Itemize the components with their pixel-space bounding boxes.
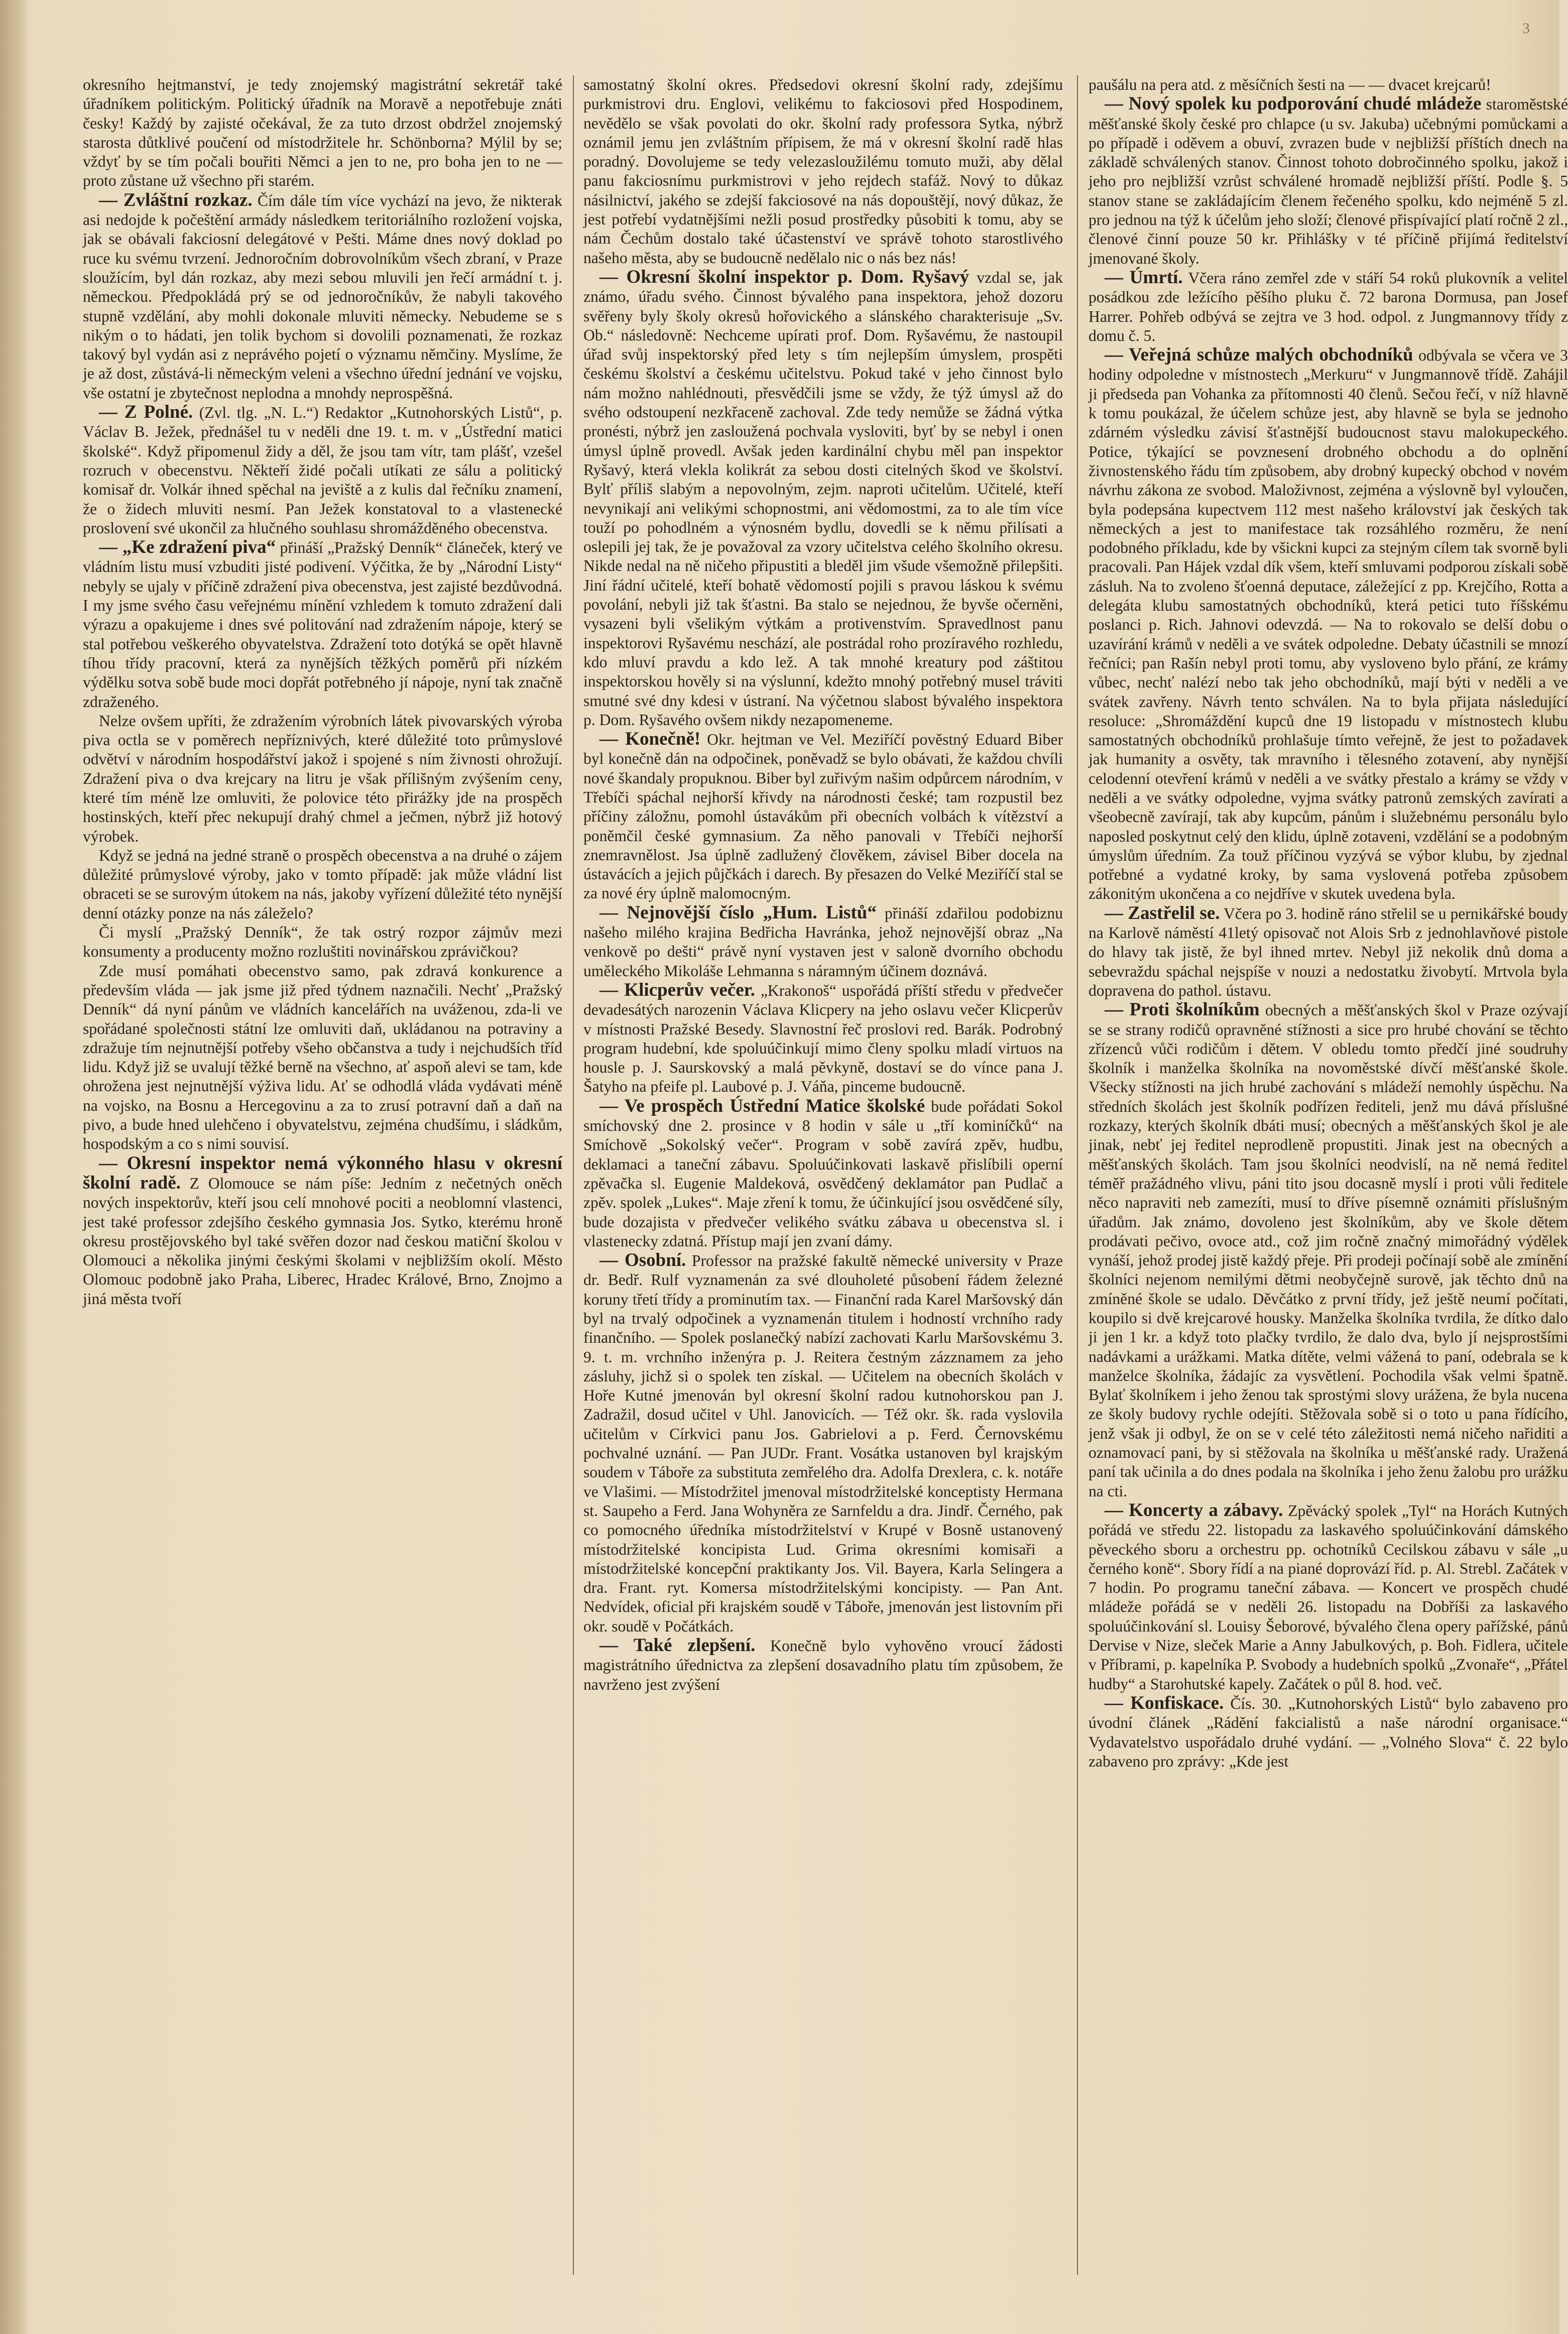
news-item-text: paušálu na pera atd. z měsíčních šesti na — — dvacet krejcarů! bbox=[1089, 76, 1491, 93]
news-item-text: Či myslí „Pražský Denník“, že tak ostrý rozpor zájmův mezi konsumenty a producenty možno rozluštiti novinářskou zprávičkou? bbox=[83, 923, 562, 961]
news-item-text: obecných a měšťanských škol v Praze ozývají se se strany rodičů opravněné stížnosti a sice pro hrubé chování se těchto zřízenců vůči rodičům i dětem. V obledu tomto předčí jiné soudruhy školník i manželka školníka na novoměstské dívčí měšťanské škole. Všecky stížnosti na jich hrubé zachování s mládeží nemohly úspěchu. Na středních školách jest školník podřízen řediteli, jenž mu dává příslušné rozkazy, kterých školník dbáti musí; obecných a měšťanských škol je ale jinak, nebť jej ředitel neprodleně propustiti. Jinak jest na obecných a měšťanských školách. Tam jsou školníci neodvislí, na ně nemá ředitel téměř pražádného vlivu, páni tito jsou docasně myslí i proti vůli ředitele něco napraviti neb zamezíti, musí to dříve písemně oznámiti příslušným úřadům. Jak známo, dovoleno jest školníkům, aby ve škole dětem prodávati pečivo, ovoce atd., což jim ročně značný mimořádný výdělek vynáší, jehož prodej jistě každý přeje. Při prodeji počínají sobě ale zmínění školníci nejenom nemilými dětmi neobyčejně surově, jak těchto dnů na zmíněné škole se udalo. Děvčátko z první třídy, jež ještě neumí počítati, koupilo si dvě krejcarové housky. Manželka školníka tvrdila, že dítko dalo ji jen 1 kr. a když toto plačky tvrdilo, že dalo dva, bylo jí nejsprostšími nadávkami a urážkami. Matka dítěte, velmi vážená to paní, odebrala se k manželce školníka, žádajíc za vysvětlení. Pochodila však velmi špatně. Bylať školníkem i jeho ženou tak sprostými slovy urážena, že byla nucena ze školy budovy rychle odejíti. Stěžovala sobě si o toto u pana řídícího, jenž však ji odbyl, že on se v celé této záležitosti nemá ničeho nařiditi a oznamovací pani, by si stěžovala na školníka u měšťanské rady. Uražená paní tak učinila a do dnes podala na školníka i jeho ženu žalobu pro urážku na cti. bbox=[1089, 1001, 1568, 1500]
news-item-headline: — Proti školníkům bbox=[1105, 999, 1260, 1020]
news-item-headline: — Veřejná schůze malých obchodníků bbox=[1105, 344, 1413, 366]
news-item bbox=[583, 1636, 1063, 1694]
news-item-text: Včera po 3. hodině ráno střelil se u pernikářské boudy na Karlově náměstí 41letý opisovač not Alois Srb z jednohlavňové pistole do hlavy tak jistě, že byl ihned mrtev. Nebyl již nekolik dnů doma a sebevraždu spáchal nejspíše v nouzi a nedostatku živobytí. Mrtvola byla dopravena do pathol. ústavu. bbox=[1089, 904, 1568, 999]
news-item bbox=[83, 403, 562, 538]
news-item-text: Professor na pražské fakultě německé university v Praze dr. Bedř. Rulf vyznamenán za své dlouholeté působení řádem železné koruny třetí třídy a prominutím tax. — Finanční rada Karel Maršovský dán byl na trvalý odpočinek a vyznamenán titulem i hodností vrchního rady finančního. — Spolek poslanečký nabízí zachovati Karlu Maršovskému 3. 9. t. m. vrchního inženýra p. J. Reitera čestným zázznamem za jeho zásluhy, jichž si o spolek ten získal. — Učitelem na obecních školách v Hoře Kutné jmenován byl okresní školní radou kutnohorskou pan J. Zadražil, dosud učitel v Uhl. Janovicích. — Též okr. šk. rada vyslovila učitelům v Církvici panu Jos. Gabrielovi a p. Ferd. Černovskému pochvalné uznání. — Pan JUDr. Frant. Vosátka ustanoven byl krajským soudem v Táboře za substituta zemřelého dra. Adolfa Drexlera, c. k. notáře ve Vlašimi. — Místodržitel jmenoval místodržitelské konceptisty Hermana st. Saupeho a Ferd. Jana Wohyněra ze Sarnfeldu a dra. Jindř. Černého, pak co pomocného úředníka místodržitelství v Krupé v Bosně ustanovený místodržitelské koncipista Lud. Grima okresními komisaři a místodržitelské koncepční praktikanty Jos. Vil. Bayera, Karla Selingera a dra. Frant. ryt. Komersa místodržitelskými koncipisty. — Pan Ant. Nedvídek, oficial při krajském soudě v Táboře, jmenován jest listovním při okr. soudě v Počátkách. bbox=[583, 1252, 1063, 1635]
news-item-text: staroměstské měšťanské školy české pro chlapce (u sv. Jakuba) učebnými pomůckami a po případě i oděvem a obuví, zvrazen bude v nejbližší příštích dnech na základě schválených stanov. Činnost tohoto dobročinného spolku, jakož i jeho pro nejbližší vzrůst schválené hromadě nejbližší příští. Podle §. 5 stanov stane se zakládajícím členem řečeného spolku, kdo nejméně 5 zl. pro jednou na týž k účelům jeho složí; členové přispívající platí ročně 2 zl., členové činní pouze 50 kr. Přihlášky v té příčině přijímá ředitelství jmenované školy. bbox=[1089, 95, 1568, 267]
binding-edge bbox=[0, 0, 29, 2334]
news-item-text: Konečně bylo vyhověno vroucí žádosti magistrátního úřednictva za zlepšení dosavadního platu tím způsobem, že navrženo jest zvýšení bbox=[583, 1637, 1063, 1693]
news-item bbox=[1089, 345, 1568, 904]
article-paragraph bbox=[83, 712, 562, 846]
news-item-text: Zde musí pomáhati obecenstvo samo, pak zdravá konkurence a především vláda — jak jsme již před týdnem naznačili. Nechť „Pražský Denník“ dá nyní pánům ve vládních kancelářích na uváženou, zda-li ve spořádané společnosti státní lze omluviti daň, ukládanou na potraviny a zdražuje tím nejnutnější potřeby všeho občanstva a tudy i nejchudších tříd lidu. Když již se uvalují těžké berně na všechno, ať aspoň alevi se tam, kde ohrožena jest nejnutnější výživa lidu. Ať se odhodlá vláda vydávati méně na vojsko, na Bosnu a Hercegovinu a za to zrusí potravní daň a daň na pivo, a bude hned ulehčeno i obyvatelstvu, zejména chudšímu, i sládkům, hospodským a co s nimi souvisí. bbox=[83, 962, 562, 1153]
news-item-headline: — Osobní. bbox=[599, 1250, 686, 1271]
news-item-headline: — Zastřelil se. bbox=[1105, 902, 1220, 923]
news-item bbox=[1089, 1000, 1568, 1501]
news-item-text: samostatný školní okres. Předsedovi okresní školní rady, zdejšímu purkmistrovi dru. Englovi, velikému to fakciosovi před Hospodinem, nevědělo se však povolati do okr. školní rady professora Sytka, nýbrž oznámil jemu jen zvláštním přípisem, že má v okresní školní radě hlas poradný. Dovolujeme se tedy velezasloužilému tomuto muži, aby dělal panu fakciosnímu purkmistrovi v jeho rejdech stafáž. Nový to důkaz násilnictví, jakého se zdejší fakciosové na nás dopouštějí, nový důkaz, že jest potřebí vydatnějšími nežli posud prostředky působiti k tomu, aby se nám Čechům dostalo také účastenství ve správě tohoto starostlivého našeho města, aby se budoucně nedělalo nic o nás bez nás! bbox=[583, 76, 1063, 267]
news-item-text: bude pořádati Sokol smíchovský dne 2. prosince v 8 hodin v sále u „tří kominíčků“ na Smíchově „Sokolský večer“. Program v sobě zavírá zpěv, hudbu, deklamaci a taneční zábavu. Spoluúčinkovati laskavě přislíbili operní zpěvačka sl. Eugenie Maldeková, osvědčený deklamátor pan Pudlač a zpěv. spolek „Lukes“. Maje zření k tomu, že účinkující jsou osvědčené síly, bude dozajista v předvečer velikého svátku zábava u obecenstva sl. i vlastenecky zdatná. Přístup mají jen zvaní dámy. bbox=[583, 1097, 1063, 1250]
news-item-headline: — Okresní inspektor nemá výkonného hlasu v okresní školní radě. bbox=[83, 1152, 562, 1193]
column-left bbox=[83, 75, 562, 2260]
article-paragraph bbox=[83, 75, 562, 191]
news-item bbox=[83, 538, 562, 712]
news-item-headline: — Z Polné. bbox=[99, 402, 193, 423]
news-item-headline: — Nejnovější číslo „Hum. Listů“ bbox=[599, 902, 877, 923]
column-middle bbox=[583, 75, 1063, 2260]
news-item bbox=[583, 268, 1063, 730]
news-item bbox=[583, 1251, 1063, 1636]
news-item bbox=[1089, 94, 1568, 268]
news-item-text: vzdal se, jak známo, úřadu svého. Činnost bývalého pana inspektora, jehož dozoru svěřeny byly školy okresů hořovického a slánského charakterisuje „Sv. Ob.“ následovně: Nechceme upírati prof. Dom. Ryšavému, že nastoupil úřad svůj inspektorský před lety s tím nejlepším úmyslem, prospěti českému školství a českému učitelstvu. Pokud také v jeho činnost bylo nám možno nahlédnouti, přesvědčili jsme se vždy, že týž úmysl až do svého odstoupení nezkřaceně zachoval. Zde tedy nemůže se žádná výtka pronésti, nýbrž jen zasloužená pochvala vysloviti, byť by se nebyl i onen úmysl úplně provedl. Avšak jeden kardinální chybu měl pan inspektor Ryšavý, která vlekla kolikrát za sebou dosti citelných škod ve školství. Bylť příliš slabým a nepovolným, zejm. naproti učitelům. Učitelé, kteří nevynikají ani velikými schopnostmi, ani vědomostmi, za to ale tím více touží po pohodlném a výnosném bydlu, dovedli se k němu přilísati a oslepili jej tak, že je považoval za vzory učitelstva celého školního okresu. Nikde nedal na ně ničeho připustiti a bleděl jim všude všemožně přilepšiti. Jiní řádní učitelé, kteří bohatě vědomostí pojili s pravou láskou k svému povolání, nebyli již tak šťastni. Ba stalo se nejednou, že byvše očerněni, vysazeni byli všelikým výtkám a protivenstvím. Spravedlnost panu inspektorovi Ryšavému neschází, ale postrádal roho prozíravého rozhledu, kdo mluví pravdu a kdo lež. A tak mnohé kreatury pod záštitou inspektorskou hověly si na výslunní, kdežto mnohý potřebný musel tráviti smutné své dny kdesi v ústraní. Na výčetnou slabost bývalého inspektora p. Dom. Ryšavého ovšem nikdy nezapomeneme. bbox=[583, 268, 1063, 729]
news-item-text: okresního hejtmanství, je tedy znojemský magistrátní sekretář také úřadníkem politickým. Politický úřadník na Moravě a nepotřebuje znáti česky! Každý by zajisté očekával, že za tuto drzost obdržel znojemský starosta důtklivé poučení od místodržitele hr. Schönborna? Mýlil by se; vždyť by se tím počali bouřiti Němci a jen to ne, pro boha jen to ne — proto zůstane už všechno při starém. bbox=[83, 76, 562, 190]
news-item-text: přináší „Pražský Denník“ článeček, který ve vládním listu musí vzbuditi jisté podivení. Výčitka, že by „Národní Listy“ nebyly se ujaly v příčině zdražení piva obecenstva, jest zajisté bezdůvodná. I my jsme svého času veřejnému mínění vzhledem k tomuto zdražení dali výrazu a opakujeme i dnes své politování nad zdražením nápoje, který se stal potřebou veškerého obyvatelstva. Zdražení toto dotýká se opět hlavně tíhou třídy pracovní, která za nynějších těžkých poměrů při nízkém výdělku sotva sobě bude moci dopřát potřebného jí nápoje, nyní tak značně zdraženého. bbox=[83, 539, 562, 711]
news-item-text: odbývala se včera ve 3 hodiny odpoledne v místnostech „Merkuru“ v Jungmannově třídě. Zahájil ji předseda pan Vohanka za přítomnosti 40 členů. Sečou řečí, v níž hlavně k tomu poukázal, že účelem schůze jest, aby hlavně se byla se jednoho zdárném výsledku závisí šťastnější budoucnost stavu malokupeckého. Potice, týkající se povznesení drobného obchodu a do oplnění živnostenského řádu tím způsobem, aby drobný kupecký obchod v novém návrhu zákona ze svobod. Maloživnost, zejména a výslovně byl vyloučen, byla podepsána kupectvem 112 mest našeho království jak českých tak německých a jest to manifestace tak rozsáhlého rozměru, že není podobného příkladu, kde by všickni kupci za stejným cílem tak svorně byli pracovali. Pan Hájek vzdal dík všem, kteří smluvami podporou získali sobě zásluh. Na to zvoleno šťoenná deputace, záležející z pp. Krejčího, Rotta a delegáta klubu samostatných obchodníků, která petici tuto říšskému poslanci p. Rich. Jahnovi odevzdá. — Na to rokovalo se delší dobu o uzavírání krámů v neděli a ve svátek odpoledne. Debaty účastnili se mnozí řečníci; pan Rašín nebyl proti tomu, aby vysloveno bylo přání, ze krámy vůbec, nechť nalézí nebo tak jeho obchodníků, mají býti v neděli a ve svátek zavřeny. Návrh tento schválen. Na to byla přijata následující resoluce: „Shromáždění kupců dne 19 listopadu v místnostech klubu samostatných obchodníků prohlašuje tímto veřejně, že jest to požadavek jak humanity a osvěty, tak mravního i tělesného zotavení, aby nynější celodenní otevření krámů v neděli a ve svátky přestalo a krámy se vždy v neděli a ve svátky odpoledne, vyjma svátky patronů zemských zavírati a všeobecně zavírají, tak aby kupcům, pánům i služebnému personálu bylo naposled poskytnut celý den klidu, úplně zotaveni, vzdělání se a podobným úmyslům úředním. Za touž příčinou vyzývá se výbor klubu, by zjednal potřebné a vydatné kroky, by sama vyslovená potřeba způsobem zákonitým ukončena a co nejdříve v skutek uvedena byla. bbox=[1089, 346, 1568, 903]
news-item bbox=[1089, 268, 1568, 345]
article-paragraph bbox=[1089, 75, 1568, 94]
news-item-text: Čím dále tím více vychází na jevo, že nikterak asi nedojde k počeštění armády následkem teritoriálního rozložení vojska, jak se obávali fakciosní delegátové v Pešti. Máme dnes nový doklad po ruce ku svému tvrzení. Jednoročním dobrovolníkům všech zbraní, v Praze sloužícím, byl dán rozkaz, aby mezi sebou mluvili jen řečí armádní t. j. německou. Předpokládá prý se od jednoročníkův, že nabyli takového stupně vzdělání, aby mohli dokonale mluviti německy. Nebudeme se s nikým o to hádati, jen tolik bychom si dovolili poznamenati, že rozkaz takový byl vydán asi z neprávého pojetí o významu němčiny. Myslíme, že je až dost, zůstává-li německým veleni a všechno úřední jednání ve vojsku, vše ostatní je zbytečnost neplodna a mnohdy neprospěšná. bbox=[83, 191, 562, 402]
column-right bbox=[1089, 75, 1568, 2260]
news-item-text: Čís. 30. „Kutnohorských Listů“ bylo zabaveno pro úvodní článek „Rádění fakcialistů a naše národní organisace.“ Vydavatelstvo uspořádalo druhé vydání. — „Volného Slova“ č. 22 bylo zabaveno pro zprávy: „Kde jest bbox=[1089, 1694, 1568, 1770]
news-item-headline: — Konfiskace. bbox=[1105, 1692, 1224, 1713]
article-paragraph bbox=[83, 846, 562, 923]
news-item-text: „Krakonoš“ uspořádá příští středu v předvečer devadesátých narozenin Václava Klicpery na jeho oslavu večer Klicperův v místnosti Pražské Besedy. Slavnostní řeč proslovi red. Barák. Podrobný program hudební, kde spoluúčinkují mimo členy spolku mladí virtuos na housle p. J. Saurskovský a malá pěvkyně, dostaví se do vínce pana J. Šatyho na pfeife pl. Laubové p. J. Váňa, pinceme budoucně. bbox=[583, 981, 1063, 1096]
news-item-text: přináší zdařilou podobiznu našeho milého krajina Bedřicha Havránka, jehož nejnovější obraz „Na venkově po dešti“ právě nyní vystaven jest v saloně dvorního obchodu uměleckého Mikoláše Lehmanna s náramným účinem doznává. bbox=[583, 904, 1063, 980]
news-item bbox=[583, 730, 1063, 903]
page-mark: 3 bbox=[1522, 20, 1530, 37]
news-item-text: Okr. hejtman ve Vel. Meziříčí pověstný Eduard Biber byl konečně dán na odpočinek, poněvadž se bylo obávati, že každou chvíli nové škandaly propuknou. Biber byl zuřivým našim odpůrcem národním, v Třebíči spáchal nejhorší křivdy na národnosti české; tam rozpustil bez příčiny záložnu, pomohl ústavákům při obecních volbách k vítězství a poněmčil české gymnasium. Za něho panovali v Třebíči nejhorší znemravnělost. Jsa úplně zadlužený člověkem, závisel Biber docela na ústavácích a jejich půjčkách i darech. By přesazen do Velké Meziříčí stal se za nové éry úplně malomocným. bbox=[583, 731, 1063, 902]
article-paragraph bbox=[83, 923, 562, 962]
news-item-headline: — Také zlepšení. bbox=[599, 1635, 756, 1656]
news-item bbox=[583, 981, 1063, 1097]
article-paragraph bbox=[83, 962, 562, 1154]
news-item-text: Zpěvácký spolek „Tyl“ na Horách Kutných pořádá ve středu 22. listopadu za laskavého spoluúčinkování dámského pěveckého sboru a orchestru pp. ochotníků Cecilskou zábavu v sále „u černého koně“. Sbory řídí a na piané doprovází říd. p. Al. Strebl. Začátek v 7 hodin. Po programu taneční zábava. — Koncert ve prospěch chudé mládeže pořádá se v neděli 26. listopadu na Dobříši za laskavého spoluúčinkování sl. Louisy Šeborové, bývalého člena opery pařížské, pánů Dervise v Nize, sleček Marie a Anny Jabulkových, p. Boh. Fidlera, učitele v Příbrami, p. kapelníka P. Svobody a hudebních spolků „Zvonaře“, „Přátel hudby“ a Starohutské kapely. Začátek o půl 8. hod. več. bbox=[1089, 1501, 1568, 1693]
news-item-text: (Zvl. tlg. „N. L.“) Redaktor „Kutnohorských Listů“, p. Václav B. Ježek, přednášel tu v neděli dne 19. t. m. v „Ústřední matici školské“. Když připomenul židy a děl, že jsou tam vítr, tam plášť, vzešel rozruch v obecenstvu. Někteří židé počali utíkati ze sálu a politický komisař dr. Volkár ihned spěchal na jeviště a z kulis dal řečníku znamení, že o židech mluviti nesmí. Pan Ježek konstatoval to a vlastenecké proslovení své ukončil za hlučného souhlasu shromážděného obecenstva. bbox=[83, 404, 562, 537]
news-item bbox=[1089, 904, 1568, 1000]
news-item-headline: — „Ke zdražení piva“ bbox=[99, 537, 276, 558]
news-item-text: Nelze ovšem upříti, že zdražením výrobních látek pivovarských výroba piva octla se v poměrech nepříznivých, které důležité toto průmyslové odvětví v národním hospodářství jakož i spojené s ním živnosti ohrožují. Zdražení piva o dva krejcary na litru je však přílišným zvýšením ceny, které tím méně lze omluviti, že polovice této přirážky jde na prospěch hostinských, kteří přec nekupují drahý chmel a ječmen, nýbrž již hotový výrobek. bbox=[83, 712, 562, 845]
article-paragraph bbox=[583, 75, 1063, 268]
news-item-headline: — Ve prospěch Ústřední Matice školské bbox=[599, 1095, 925, 1116]
news-item-headline: — Zvláštní rozkaz. bbox=[99, 189, 253, 210]
news-item bbox=[583, 903, 1063, 981]
news-item bbox=[83, 1154, 562, 1309]
news-item bbox=[83, 191, 562, 403]
news-item-text: Včera ráno zemřel zde v stáří 54 roků plukovník a velitel posádkou zde ležícího pěšího pluku č. 72 barona Dormusa, pan Josef Harrer. Pohřeb odbývá se zejtra ve 3 hod. odpol. z Jungmannovy třídy z domu č. 5. bbox=[1089, 269, 1568, 344]
news-item-text: Z Olomouce se nám píše: Jedním z nečetných oněch nových inspektorův, kteří jsou celí mnohové pociti a neoblomní vlastenci, jest také professor zdejšího českého gymnasia Jos. Sytko, kterému hroně okresu prostějovského byl také svěřen dozor nad českou matiční školou v Olomouci a několika jinými českými školami v nejbližším okolí. Město Olomouc podobně jako Praha, Liberec, Hradec Králové, Brno, Znojmo a jiná města tvoří bbox=[83, 1174, 562, 1308]
news-item-headline: — Okresní školní inspektor p. Dom. Ryšavý bbox=[599, 266, 970, 287]
news-item-text: Když se jedná na jedné straně o prospěch obecenstva a na druhé o zájem důležité průmyslové výroby, jako v tomto případě: jak může vládní list obraceti se se surovým útokem na nás, jakoby vyřízení důležité této nynější denní otázky ponze na nás záleželo? bbox=[83, 846, 562, 922]
news-item bbox=[1089, 1694, 1568, 1771]
news-item-headline: — Koncerty a zábavy. bbox=[1105, 1499, 1283, 1521]
news-item bbox=[1089, 1501, 1568, 1694]
column-rule bbox=[1077, 75, 1078, 2275]
news-item-headline: — Úmrtí. bbox=[1105, 267, 1183, 288]
news-item-headline: — Klicperův večer. bbox=[599, 979, 755, 1000]
news-item-headline: — Konečně! bbox=[599, 729, 701, 750]
column-rule bbox=[573, 75, 574, 2275]
news-item bbox=[583, 1097, 1063, 1251]
news-item-headline: — Nový spolek ku podporování chudé mládeže bbox=[1105, 93, 1482, 114]
